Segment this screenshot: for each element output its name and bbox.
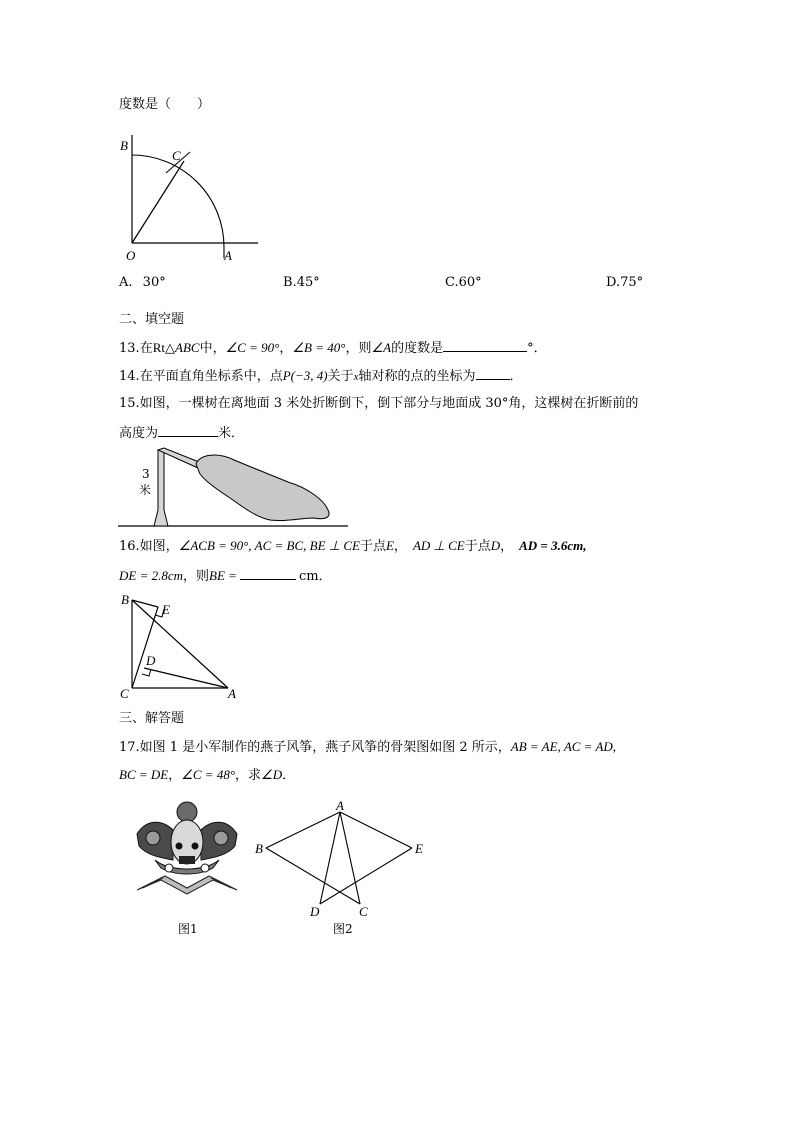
option-d[interactable] [606,274,643,292]
q14-answer-blank[interactable] [476,366,510,380]
label-E: E [162,602,170,617]
q17-bc-de: BC = DE [119,767,169,782]
q17-angle-c: ∠C = 48° [181,767,236,782]
option-value: 30° [142,275,166,290]
q13-angle-c: ∠C = 90° [225,340,280,355]
q13-rt: Rt [152,340,165,355]
q16-point-d: D [490,538,501,553]
label-B: B [120,138,128,153]
q16-cond3: AD = 3.6cm, [519,538,587,553]
q16-triangle-figure [118,592,248,700]
label-D: D [146,653,156,668]
q17-sep: ， [168,768,182,783]
label-C: C [172,148,181,163]
label-E: E [415,841,423,856]
q14-text: 在平面直角坐标系中，点 [139,369,283,384]
q16-answer-blank[interactable] [240,566,296,580]
q16-cond1: ∠ACB = 90°, AC = BC, BE ⊥ CE [178,538,360,553]
label-O: O [126,248,136,263]
q14-num: 14. [119,369,140,384]
q14-line [119,366,523,386]
q12-stem-tail: 度数是（ ） [119,97,211,112]
q16-cond2: AD ⊥ CE [412,538,465,553]
option-b[interactable] [283,274,320,292]
q17-kite-frame-figure [252,800,432,920]
option-value: 60° [458,275,482,290]
label-C: C [120,686,129,701]
q16-text: 16.如图， [119,539,179,554]
q13-sep: ， [279,341,293,356]
q15-height-num: 3 [142,467,150,481]
q13-unit: °． [527,341,547,356]
q16-sep: ， [500,539,514,554]
option-value: 75° [620,275,644,290]
label-B: B [255,841,263,856]
option-letter: B. [283,275,297,290]
q14-end: ． [509,369,523,384]
label-A: A [228,686,236,701]
q15-answer-blank[interactable] [158,423,218,437]
q13-line [119,338,547,358]
option-letter: C. [445,275,459,290]
q12-arc-figure [110,130,270,265]
q16-de: DE = 2.8cm [119,568,184,583]
q16-sep: ， [393,539,407,554]
label-C: C [359,904,368,919]
q16-be: BE = [209,568,237,583]
option-letter: A. [119,275,133,290]
q13-text: 中， [199,341,226,356]
q17-angle-d: ∠D [261,767,283,782]
q15-text: 米． [218,426,245,441]
section-title-fill-in: 二、填空题 [119,312,185,327]
q17-text: 17.如图 1 是小军制作的燕子风筝，燕子风筝的骨架图如图 2 所示， [119,740,511,755]
q16-text: ，则 [183,569,210,584]
label-D: D [310,904,320,919]
option-a[interactable] [119,274,166,292]
section-title-solve: 三、解答题 [119,711,185,726]
q13-text: ，则 [345,341,372,356]
q17-line2 [119,766,295,785]
q16-line1 [119,537,586,556]
q13-text: 在 [139,341,153,356]
fig2-caption: 图2 [333,922,353,936]
q14-point: P(−3, 4) [282,368,328,383]
label-A: A [224,248,232,263]
option-c[interactable] [445,274,482,292]
q14-text: 关于 [327,369,354,384]
q17-text: ，求 [235,768,262,783]
q13-num: 13. [119,341,140,356]
q17-line1 [119,738,616,757]
option-value: 45° [296,275,320,290]
q13-text: 的度数是 [391,341,444,356]
q13-triangle: △ [165,341,175,356]
q13-answer-blank[interactable] [443,338,527,352]
q14-text: 轴对称的点的坐标为 [358,369,476,384]
q15-text: 高度为 [119,426,159,441]
q16-line2 [119,566,332,586]
q13-angle-a: ∠A [371,340,392,355]
q14-axis: x [353,371,359,383]
label-B: B [121,592,129,607]
q16-text: 于点 [359,539,386,554]
q15-line2 [119,423,244,443]
q17-kite-illustration [133,798,241,906]
q15-tree-figure [118,448,350,530]
q16-unit: cm． [298,569,332,584]
fig1-caption: 图1 [178,922,198,936]
q16-point-e: E [385,538,394,553]
q16-text: 于点 [464,539,491,554]
q17-end: ． [282,768,296,783]
q15-line1: 15.如图，一棵树在离地面 3 米处折断倒下，倒下部分与地面成 30°角，这棵树在折断前的 [119,396,639,411]
q13-angle-b: ∠B = 40° [292,340,346,355]
q17-cond1: AB = AE, AC = AD, [510,739,617,754]
q13-abc: ABC [175,340,200,355]
q15-height-unit: 米 [139,483,152,497]
label-A: A [336,798,344,813]
option-letter: D. [606,275,621,290]
